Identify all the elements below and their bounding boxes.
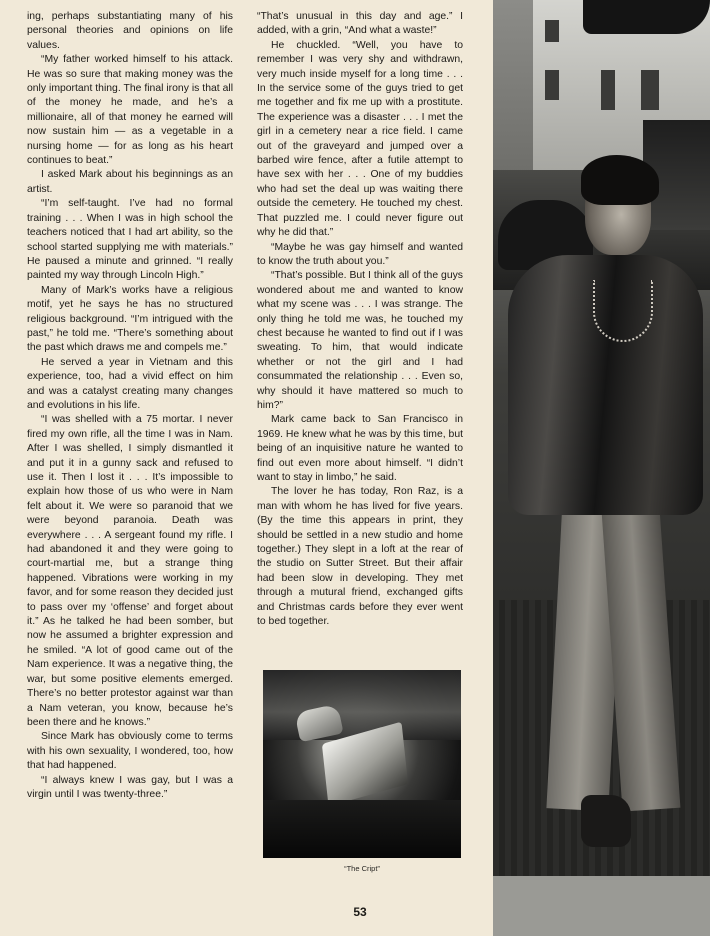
- artwork-photo-the-cript: [263, 670, 461, 858]
- paragraph: “I always knew I was gay, but I was a virgin until I was twenty-three.”: [27, 774, 233, 800]
- photo-awning: [583, 0, 710, 34]
- article-column-right: [257, 10, 463, 629]
- artwork-sky: [263, 670, 461, 740]
- paragraph: “That’s unusual in this day and age.” I added, with a grin, “And what a waste!”: [257, 11, 463, 37]
- paragraph: “I was shelled with a 75 mortar. I never fired my own rifle, all the time I was in Nam. After I was shelled, I simply dismantled it and put it in a gunny sack and refused to use it. Then I lost it . . . It’s impossible to explain how those of us who were in Nam felt about it. We were so paranoid that we were beyond paranoia. Death was everywhere . . . A sergeant found my rifle. I had abandoned it and they were going to court-martial me, but a strange thing happened. Vibrations were working in my favor, and for some reason they decided just to pass over my ‘offense’ and forget about it.” As he talked he had been somber, but now he assumed a brighter expression and he smiled. “A lot of good came out of the Nam experience. It was a negative thing, the war, but some positive elements emerged. There’s no better protestor against war than a Nam veteran, you know, because he’s been there and he knows.”: [27, 414, 233, 728]
- paragraph: He chuckled. “Well, you have to remember I was very shy and withdrawn, very much inside myself for a long time . . . In the service some of the guys tried to get me together and fix me up with a prostitute. The experience was a disaster . . . I met the girl in a cemetery near a rice field. I came out of the graveyard and jumped over a barbed wire fence, after a futile attempt to have sex with her . . . One of my buddies who had set the deal up was waiting there outside the cemetery. He touched my chest. That puzzled me. I could never figure out why he did that.”: [257, 39, 463, 239]
- page-number: 53: [353, 905, 367, 919]
- photo-window: [601, 70, 615, 110]
- photo-hair: [581, 155, 659, 205]
- paragraph: Many of Mark’s works have a religious motif, yet he says he has no structured religious background. “I’m intrigued with the past,” he told me. “There’s something about the past which draws me and compels me.”: [27, 284, 233, 354]
- figure-caption: “The Cript”: [344, 864, 380, 873]
- paragraph: “I’m self-taught. I’ve had no formal training . . . When I was in high school the teachers noticed that I had art ability, so the school started supplying me with materials.” He paused a minute and grinned. “I really painted my way through Lincoln High.”: [27, 198, 233, 282]
- paragraph: “That’s possible. But I think all of the guys wondered about me and wanted to know what my scene was . . . I was strange. The only thing he told me was, he touched my chest because he wanted to find out if I was sweating. To him, that would indicate whether or not the girl and I had consummated the relationship . . . Even so, why should it have mattered so much to him?”: [257, 270, 463, 411]
- paragraph: The lover he has today, Ron Raz, is a man with whom he has lived for five years. (By the time this appears in print, they should be settled in a new studio and home together.) They slept in a loft at the rear of the studio on Sutter Street. But their affair had been slow in developing. They met through a mutural friend, exchanged gifts and Christmas cards before they ever went to bed together.: [257, 486, 463, 628]
- photo-curb: [493, 876, 710, 936]
- article-column-left: [27, 10, 233, 802]
- paragraph: Mark came back to San Francisco in 1969. He knew what he was by this time, but being of an inquisitive nature he wanted to find out even more about himself. “I didn’t want to stay in limbo,” he said.: [257, 414, 463, 483]
- paragraph: “My father worked himself to his attack. He was so sure that making money was the only important thing. The final irony is that all of the money he made, and he’s a millionaire, all of that money he earned will now sustain him — as a vegetable in a nursing home — for as long as his heart continues to beat.”: [27, 54, 233, 167]
- paragraph: “Maybe he was gay himself and wanted to know the truth about you.”: [257, 241, 463, 267]
- photo-window: [641, 70, 659, 110]
- photo-window: [545, 20, 559, 42]
- paragraph: He served a year in Vietnam and this experience, too, had a vivid effect on him and was a catalyst creating many changes and evolutions in his life.: [27, 356, 233, 411]
- photo-necklace: [593, 280, 653, 342]
- photo-boot: [581, 795, 631, 847]
- artwork-ground: [263, 800, 461, 858]
- paragraph: I asked Mark about his beginnings as an artist.: [27, 169, 233, 195]
- paragraph: Since Mark has obviously come to terms with his own sexuality, I wondered, too, how that had happened.: [27, 731, 233, 772]
- portrait-photo: [493, 0, 710, 936]
- paragraph: ing, perhaps substantiating many of his personal theories and opinions on life values.: [27, 11, 233, 51]
- photo-window: [545, 70, 559, 100]
